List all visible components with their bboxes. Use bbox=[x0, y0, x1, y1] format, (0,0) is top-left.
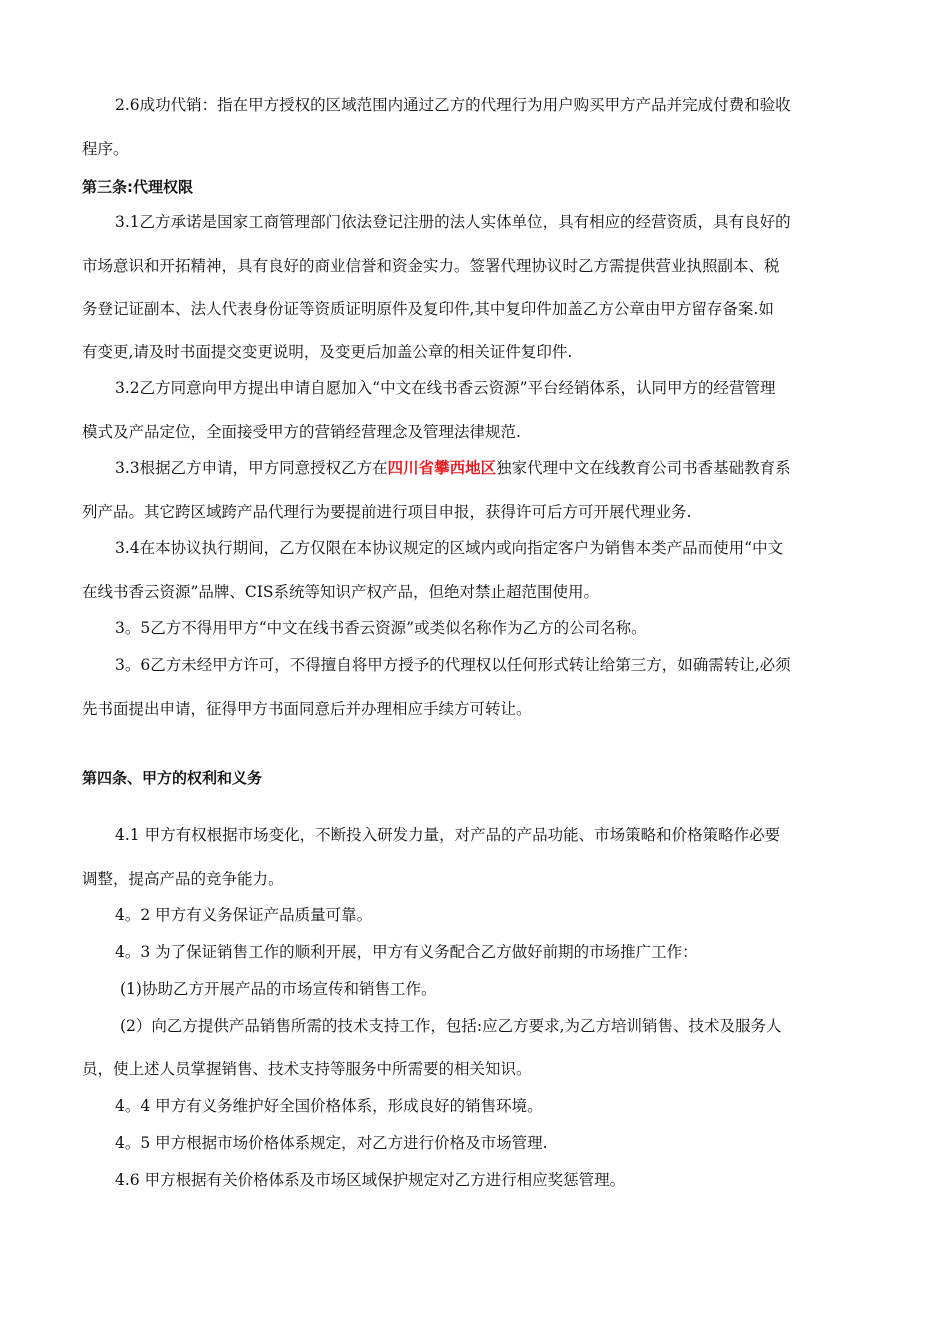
authorized-region: 四川省攀西地区 bbox=[387, 459, 497, 477]
clause-3-6-line-1: 3。6乙方未经甲方许可，不得擅自将甲方授予的代理权以任何形式转让给第三方，如确需转让,必须 bbox=[115, 656, 791, 674]
clause-3-3-suffix: 独家代理中文在线教育公司书香基础教育系 bbox=[496, 459, 791, 477]
clause-3-3-line-2: 列产品。其它跨区域跨产品代理行为要提前进行项目申报，获得许可后方可开展代理业务. bbox=[82, 503, 692, 521]
clause-4-2: 4。2 甲方有义务保证产品质量可靠。 bbox=[115, 906, 373, 924]
clause-4-3-item-1: (1)协助乙方开展产品的市场宣传和销售工作。 bbox=[120, 980, 437, 998]
clause-4-3-item-2-line-2: 员，使上述人员掌握销售、技术支持等服务中所需要的相关知识。 bbox=[82, 1060, 532, 1078]
clause-2-6-line-2: 程序。 bbox=[82, 140, 129, 158]
clause-4-3-item-2-line-1: (2）向乙方提供产品销售所需的技术支持工作，包括:应乙方要求,为乙方培训销售、技术及服务人 bbox=[120, 1017, 782, 1035]
clause-3-3-line-1 bbox=[115, 458, 791, 478]
clause-3-4-line-2: 在线书香云资源”品牌、CIS系统等知识产权产品，但绝对禁止超范围使用。 bbox=[82, 583, 600, 601]
clause-3-1-line-3: 务登记证副本、法人代表身份证等资质证明原件及复印件,其中复印件加盖乙方公章由甲方留存备案.如 bbox=[82, 300, 774, 318]
clause-3-1-line-2: 市场意识和开拓精神，具有良好的商业信誉和资金实力。签署代理协议时乙方需提供营业执照副本、税 bbox=[82, 257, 780, 275]
clause-4-1-line-1: 4.1 甲方有权根据市场变化，不断投入研发力量，对产品的产品功能、市场策略和价格策略作必要 bbox=[115, 826, 781, 844]
article-4-title: 第四条、甲方的权利和义务 bbox=[82, 769, 263, 787]
clause-3-4-line-1: 3.4在本协议执行期间，乙方仅限在本协议规定的区域内或向指定客户为销售本类产品而使用“中文 bbox=[115, 539, 784, 557]
clause-2-6-line-1: 2.6成功代销：指在甲方授权的区域范围内通过乙方的代理行为用户购买甲方产品并完成付费和验收 bbox=[115, 96, 791, 114]
clause-3-1-line-4: 有变更,请及时书面提交变更说明，及变更后加盖公章的相关证件复印件. bbox=[82, 343, 573, 361]
clause-3-3-prefix: 3.3根据乙方申请，甲方同意授权乙方在 bbox=[115, 459, 388, 477]
clause-4-5: 4。5 甲方根据市场价格体系规定，对乙方进行价格及市场管理. bbox=[115, 1134, 548, 1152]
clause-3-6-line-2: 先书面提出申请，征得甲方书面同意后并办理相应手续方可转让。 bbox=[82, 700, 532, 718]
article-3-title: 第三条:代理权限 bbox=[82, 178, 193, 196]
clause-4-3: 4。3 为了保证销售工作的顺利开展，甲方有义务配合乙方做好前期的市场推广工作： bbox=[115, 943, 698, 961]
clause-3-2-line-1: 3.2乙方同意向甲方提出申请自愿加入“中文在线书香云资源”平台经销体系，认同甲方的经营管理 bbox=[115, 379, 776, 397]
clause-3-2-line-2: 模式及产品定位，全面接受甲方的营销经营理念及管理法律规范. bbox=[82, 423, 521, 441]
clause-4-4: 4。4 甲方有义务维护好全国价格体系，形成良好的销售环境。 bbox=[115, 1097, 543, 1115]
clause-3-1-line-1: 3.1乙方承诺是国家工商管理部门依法登记注册的法人实体单位，具有相应的经营资质，具有良好的 bbox=[115, 213, 791, 231]
clause-4-1-line-2: 调整，提高产品的竞争能力。 bbox=[82, 870, 284, 888]
clause-3-5: 3。5乙方不得用甲方“中文在线书香云资源”或类似名称作为乙方的公司名称。 bbox=[115, 619, 647, 637]
clause-4-6: 4.6 甲方根据有关价格体系及市场区域保护规定对乙方进行相应奖惩管理。 bbox=[115, 1171, 626, 1189]
